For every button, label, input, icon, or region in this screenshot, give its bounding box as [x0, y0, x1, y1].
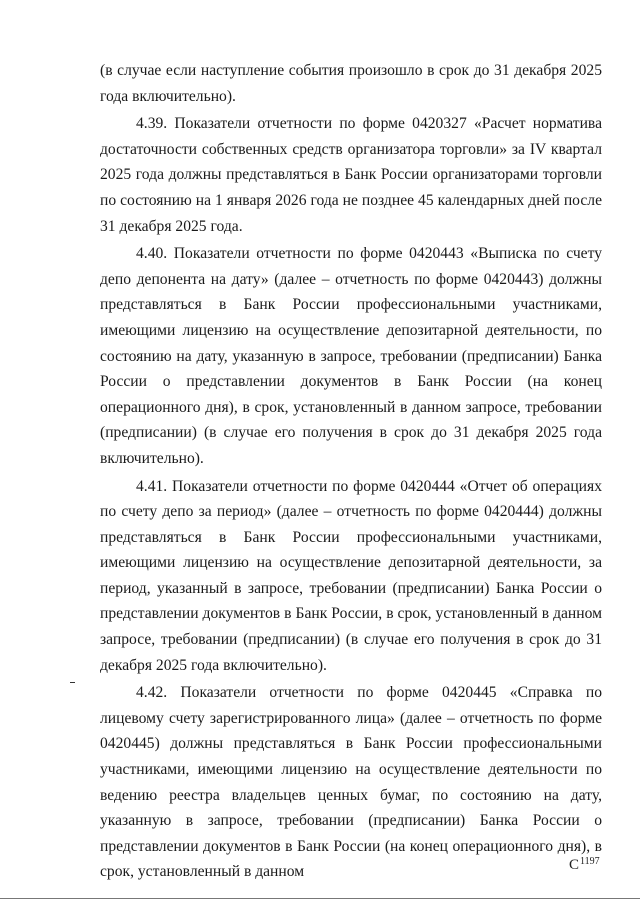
paragraph-4-42: 4.42. Показатели отчетности по форме 0420445 «Справка по лицевому счету зарегистрированного лица» (далее – отчетность по форме 0420445) должны представляться в Банк России профессиональными участниками, имеющими лицензию на осуществление деятельности по ведению реестра владельцев ценных бумаг, по состоянию на дату, указанную в запросе, требовании (предписании) Банка России о представлении документов в Банк России (на конец операционного дня), в срок, установленный в данном: [100, 684, 602, 881]
paragraph-4-40: 4.40. Показатели отчетности по форме 0420443 «Выписка по счету депо депонента на дату» (далее – отчетность по форме 0420443) должны представляться в Банк России профессиональными участниками, имеющими лицензию на осуществление депозитарной деятельности, по состоянию на дату, указанную в запросе, требовании (предписании) Банка России о представлении документов в Банк России (на конец операционного дня), в срок, установленный в данном запросе, требовании (предписании) (в случае его получения в срок до 31 декабря 2025 года включительно).: [100, 245, 602, 467]
document-body: [100, 58, 602, 885]
page-number: [569, 856, 600, 874]
margin-tick-mark: [70, 682, 75, 683]
paragraph-continuation: (в случае если наступление события произошло в срок до 31 декабря 2025 года включительно).: [100, 62, 602, 105]
paragraph-4-41: 4.41. Показатели отчетности по форме 0420444 «Отчет об операциях по счету депо за период» (далее – отчетность по форме 0420444) должны представляться в Банк России профессиональными участниками, имеющими лицензию на осуществление депозитарной деятельности, за период, указанный в запросе, требовании (предписании) Банка России о представлении документов в Банк России, в срок, установленный в данном запросе, требовании (предписании) (в случае его получения в срок до 31 декабря 2025 года включительно).: [100, 477, 602, 674]
page-number-prefix: С: [569, 857, 580, 873]
bottom-divider: [0, 898, 640, 899]
paragraph-4-39: 4.39. Показатели отчетности по форме 0420327 «Расчет норматива достаточности собственных средств организатора торговли» за IV квартал 2025 года должны представляться в Банк России организаторами торговли по состоянию на 1 января 2026 года не позднее 45 календарных дней после 31 декабря 2025 года.: [100, 115, 602, 235]
page-number-value: 1197: [580, 856, 600, 867]
